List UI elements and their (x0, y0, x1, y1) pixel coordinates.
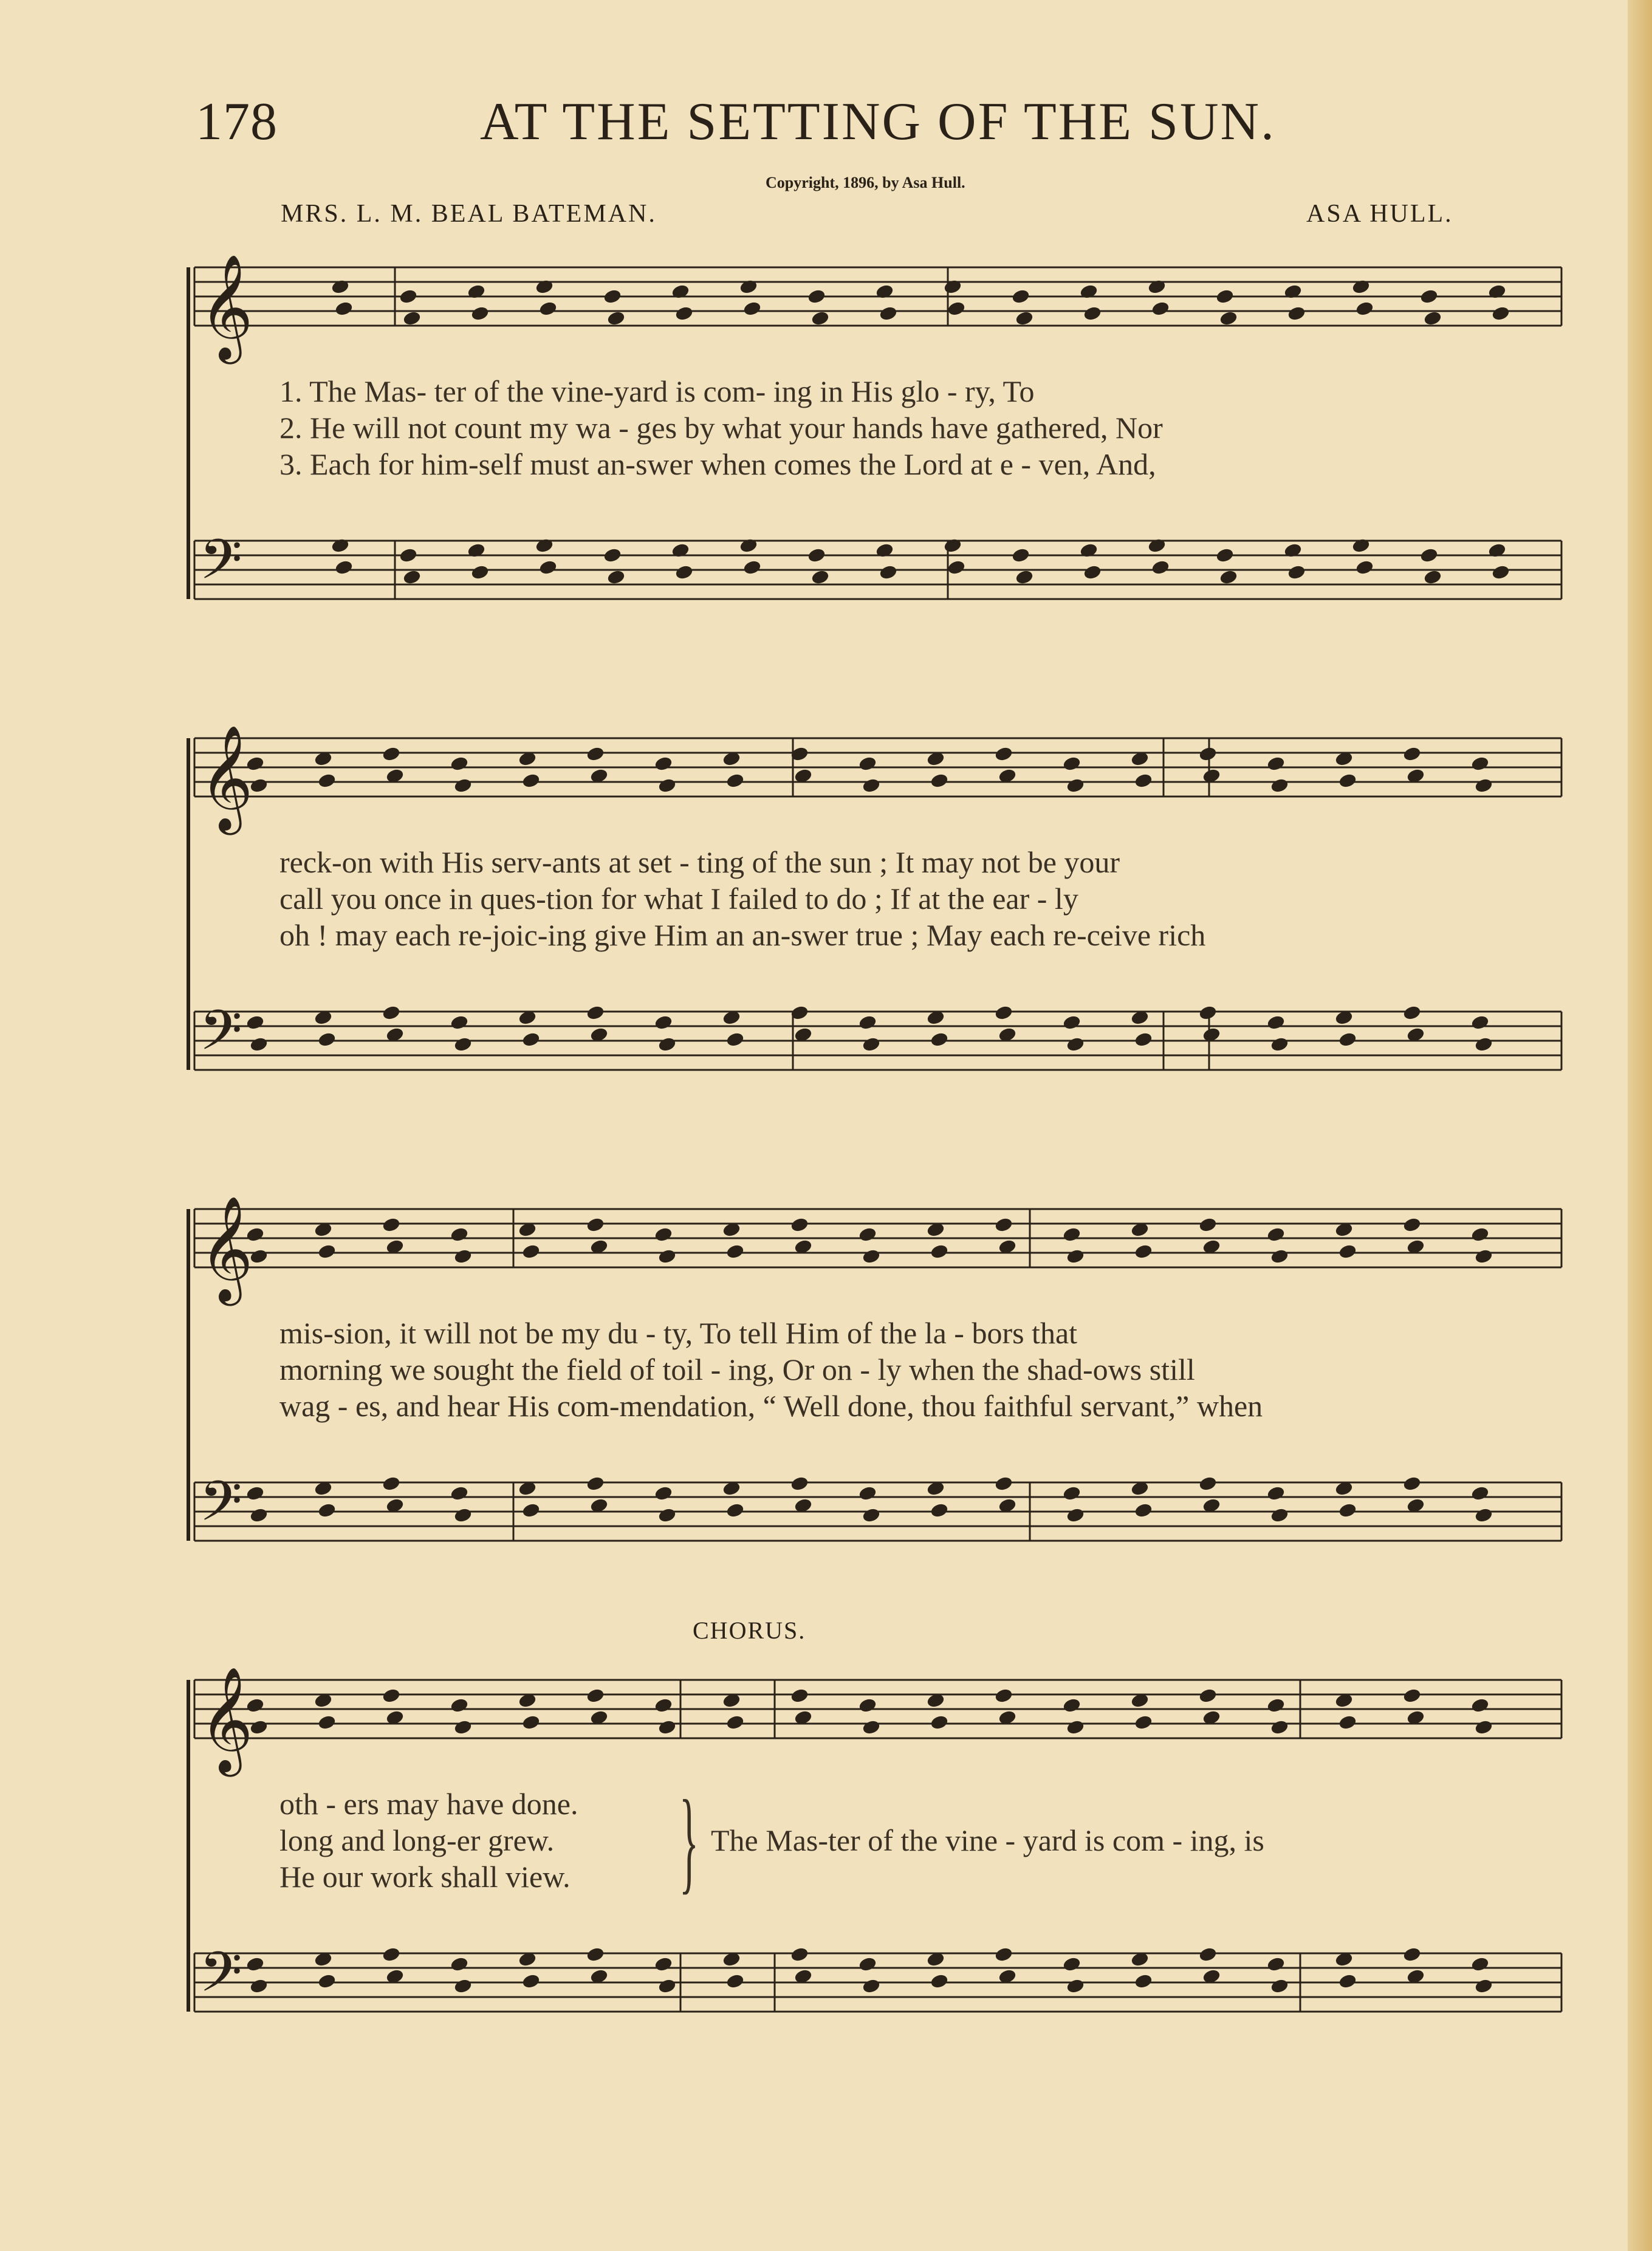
treble-clef: 𝄞 (199, 254, 253, 360)
note-head (811, 569, 830, 585)
note-head (399, 289, 418, 304)
note-head (522, 773, 541, 789)
note-head (454, 778, 473, 793)
note-head (1267, 1956, 1286, 1972)
note-head (1403, 1005, 1422, 1021)
note-head (382, 1688, 401, 1704)
note-head (454, 1719, 473, 1735)
note-head (862, 778, 881, 793)
note-head (1134, 1502, 1153, 1518)
note-head (335, 560, 354, 575)
note-head (1270, 1978, 1289, 1994)
note-head (807, 547, 826, 563)
note-head (995, 1947, 1013, 1962)
note-head (1216, 547, 1235, 563)
note-head (879, 564, 898, 580)
note-head (1083, 564, 1102, 580)
note-head (1403, 1688, 1422, 1704)
note-head (318, 1244, 337, 1259)
note-head (658, 778, 677, 793)
note-head (658, 1249, 677, 1264)
note-head (790, 1217, 809, 1233)
note-head (658, 1978, 677, 1994)
note-head (318, 1502, 337, 1518)
note-head (930, 1244, 949, 1259)
lyric-line: wag - es, and hear His com-mendation, “ Well done, thou faithful servant,” when (279, 1389, 1263, 1423)
note-head (454, 1036, 473, 1052)
note-head (1492, 564, 1510, 580)
bass-clef: 𝄢 (199, 1940, 242, 2018)
lyric-line: reck-on with His serv-ants at set - ting of the sun ; It may not be your (279, 845, 1120, 879)
note-head (1066, 1036, 1085, 1052)
note-head (1063, 1956, 1081, 1972)
note-head (1492, 306, 1510, 321)
note-head (403, 310, 422, 326)
note-head (522, 1715, 541, 1730)
note-head (1403, 1217, 1422, 1233)
chorus-label: CHORUS. (693, 1617, 806, 1644)
note-head (1063, 1015, 1081, 1030)
note-head (658, 1719, 677, 1735)
note-head (1475, 1719, 1493, 1735)
note-head (1338, 1032, 1357, 1047)
note-head (1424, 569, 1442, 585)
lyric-line: mis-sion, it will not be my du - ty, To tell Him of the la - bors that (279, 1316, 1078, 1350)
note-head (522, 1502, 541, 1518)
note-head (250, 1507, 269, 1523)
note-head (726, 1032, 745, 1047)
note-head (790, 1688, 809, 1704)
note-head (1338, 773, 1357, 789)
note-head (607, 310, 626, 326)
note-head (382, 1947, 401, 1962)
note-head (1063, 1485, 1081, 1501)
note-head (450, 1227, 469, 1242)
note-head (862, 1719, 881, 1735)
note-head (811, 310, 830, 326)
note-head (1356, 560, 1374, 575)
note-head (654, 756, 673, 772)
note-head (1267, 1015, 1286, 1030)
treble-clef: 𝄞 (199, 1196, 253, 1301)
note-head (1475, 1249, 1493, 1264)
note-head (995, 1476, 1013, 1492)
note-head (1216, 289, 1235, 304)
note-head (454, 1249, 473, 1264)
note-head (1471, 1015, 1490, 1030)
hymn-title: AT THE SETTING OF THE SUN. (480, 92, 1277, 151)
note-head (250, 1036, 269, 1052)
note-head (1066, 1507, 1085, 1523)
note-head (1063, 756, 1081, 772)
treble-clef: 𝄞 (199, 725, 253, 831)
note-head (318, 1032, 337, 1047)
treble-clef: 𝄞 (199, 1667, 253, 1772)
note-head (675, 564, 694, 580)
note-head (1012, 547, 1030, 563)
note-head (790, 1476, 809, 1492)
note-head (1287, 306, 1306, 321)
note-head (1151, 301, 1170, 317)
lyricist-credit: MRS. L. M. BEAL BATEMAN. (281, 200, 657, 228)
note-head (930, 1715, 949, 1730)
note-head (1270, 778, 1289, 793)
note-head (586, 746, 605, 762)
note-head (1270, 1249, 1289, 1264)
note-head (1475, 1507, 1493, 1523)
note-head (930, 773, 949, 789)
note-head (1199, 746, 1218, 762)
note-head (658, 1507, 677, 1523)
note-head (1063, 1698, 1081, 1713)
note-head (807, 289, 826, 304)
note-head (1134, 1032, 1153, 1047)
note-head (539, 560, 558, 575)
note-head (1199, 1005, 1218, 1021)
note-head (859, 1015, 877, 1030)
note-head (726, 773, 745, 789)
note-head (450, 1485, 469, 1501)
note-head (654, 1485, 673, 1501)
note-head (522, 1244, 541, 1259)
note-head (603, 547, 622, 563)
note-head (859, 756, 877, 772)
note-head (743, 560, 762, 575)
note-head (1199, 1688, 1218, 1704)
lyric-line: 2. He will not count my wa - ges by what your hands have gathered, Nor (279, 411, 1163, 445)
note-head (1338, 1715, 1357, 1730)
note-head (658, 1036, 677, 1052)
note-head (1199, 1476, 1218, 1492)
bass-clef: 𝄢 (199, 527, 242, 605)
note-head (1420, 289, 1439, 304)
note-head (539, 301, 558, 317)
note-head (450, 1015, 469, 1030)
note-head (450, 1698, 469, 1713)
note-head (859, 1227, 877, 1242)
note-head (1471, 1698, 1490, 1713)
note-head (403, 569, 422, 585)
note-head (246, 1956, 265, 1972)
note-head (862, 1249, 881, 1264)
note-head (450, 756, 469, 772)
note-head (335, 301, 354, 317)
note-head (1267, 756, 1286, 772)
note-head (250, 1978, 269, 1994)
note-head (995, 1005, 1013, 1021)
note-head (1012, 289, 1030, 304)
note-head (995, 1688, 1013, 1704)
note-head (1338, 1973, 1357, 1989)
note-head (382, 1005, 401, 1021)
note-head (450, 1956, 469, 1972)
note-head (726, 1973, 745, 1989)
note-head (1083, 306, 1102, 321)
note-head (454, 1507, 473, 1523)
note-head (1066, 1978, 1085, 1994)
note-head (995, 746, 1013, 762)
note-head (1267, 1485, 1286, 1501)
note-head (1471, 1485, 1490, 1501)
lyric-line: oh ! may each re-joic-ing give Him an an-swer true ; May each re-ceive rich (279, 918, 1206, 952)
note-head (382, 746, 401, 762)
note-head (862, 1507, 881, 1523)
note-head (1270, 1507, 1289, 1523)
note-head (1063, 1227, 1081, 1242)
lyric-line: long and long-er grew. (279, 1823, 555, 1857)
note-head (654, 1015, 673, 1030)
note-head (947, 301, 966, 317)
note-head (1270, 1719, 1289, 1735)
note-head (586, 1476, 605, 1492)
note-head (1151, 560, 1170, 575)
note-head (859, 1956, 877, 1972)
note-head (1475, 1978, 1493, 1994)
note-head (930, 1973, 949, 1989)
lyric-line: morning we sought the field of toil - ing, Or on - ly when the shad-ows still (279, 1352, 1195, 1386)
note-head (930, 1502, 949, 1518)
note-head (586, 1005, 605, 1021)
note-head (1287, 564, 1306, 580)
note-head (859, 1485, 877, 1501)
note-head (1134, 1973, 1153, 1989)
note-head (454, 1978, 473, 1994)
note-head (859, 1698, 877, 1713)
note-head (586, 1217, 605, 1233)
note-head (1066, 1249, 1085, 1264)
note-head (1134, 1244, 1153, 1259)
note-head (862, 1036, 881, 1052)
note-head (1015, 310, 1034, 326)
note-head (382, 1217, 401, 1233)
note-head (1338, 1502, 1357, 1518)
note-head (471, 564, 490, 580)
note-head (318, 1973, 337, 1989)
note-head (995, 1217, 1013, 1233)
note-head (522, 1973, 541, 1989)
note-head (607, 569, 626, 585)
note-head (947, 560, 966, 575)
note-head (1199, 1217, 1218, 1233)
chorus-refrain-line: The Mas-ter of the vine - yard is com - ing, is (711, 1823, 1264, 1857)
lyric-line: call you once in ques-tion for what I failed to do ; If at the ear - ly (279, 882, 1078, 916)
note-head (318, 1715, 337, 1730)
note-head (862, 1978, 881, 1994)
note-head (1471, 756, 1490, 772)
note-head (1134, 773, 1153, 789)
note-head (246, 1015, 265, 1030)
note-head (522, 1032, 541, 1047)
note-head (1219, 569, 1238, 585)
lyric-line: oth - ers may have done. (279, 1787, 578, 1821)
note-head (654, 1698, 673, 1713)
page-number: 178 (196, 92, 278, 151)
note-head (726, 1244, 745, 1259)
note-head (930, 1032, 949, 1047)
note-head (603, 289, 622, 304)
note-head (1403, 1947, 1422, 1962)
note-head (586, 1947, 605, 1962)
verse-brace: } (679, 1777, 699, 1905)
note-head (879, 306, 898, 321)
lyric-line: 1. The Mas- ter of the vine-yard is com- ing in His glo - ry, To (279, 374, 1035, 408)
note-head (399, 547, 418, 563)
bass-clef: 𝄢 (199, 1469, 242, 1547)
note-head (743, 301, 762, 317)
note-head (1338, 1244, 1357, 1259)
note-head (586, 1688, 605, 1704)
lyric-line: 3. Each for him-self must an-swer when comes the Lord at e - ven, And, (279, 447, 1156, 481)
note-head (1270, 1036, 1289, 1052)
lyric-line: He our work shall view. (279, 1860, 571, 1894)
note-head (1424, 310, 1442, 326)
note-head (1219, 310, 1238, 326)
note-head (790, 1947, 809, 1962)
note-head (1199, 1947, 1218, 1962)
note-head (1403, 1476, 1422, 1492)
note-head (726, 1502, 745, 1518)
note-head (1403, 746, 1422, 762)
note-head (1471, 1227, 1490, 1242)
note-head (1134, 1715, 1153, 1730)
bass-clef: 𝄢 (199, 998, 242, 1076)
note-head (382, 1476, 401, 1492)
note-head (1066, 778, 1085, 793)
note-head (1420, 547, 1439, 563)
note-head (471, 306, 490, 321)
note-head (654, 1956, 673, 1972)
note-head (1066, 1719, 1085, 1735)
note-head (1475, 1036, 1493, 1052)
note-head (675, 306, 694, 321)
note-head (1015, 569, 1034, 585)
note-head (726, 1715, 745, 1730)
note-head (1471, 1956, 1490, 1972)
composer-credit: ASA HULL. (1306, 200, 1453, 228)
note-head (1475, 778, 1493, 793)
note-head (1267, 1227, 1286, 1242)
note-head (1356, 301, 1374, 317)
note-head (1267, 1698, 1286, 1713)
note-head (654, 1227, 673, 1242)
note-head (246, 1485, 265, 1501)
note-head (318, 773, 337, 789)
copyright-notice: Copyright, 1896, by Asa Hull. (766, 174, 965, 191)
